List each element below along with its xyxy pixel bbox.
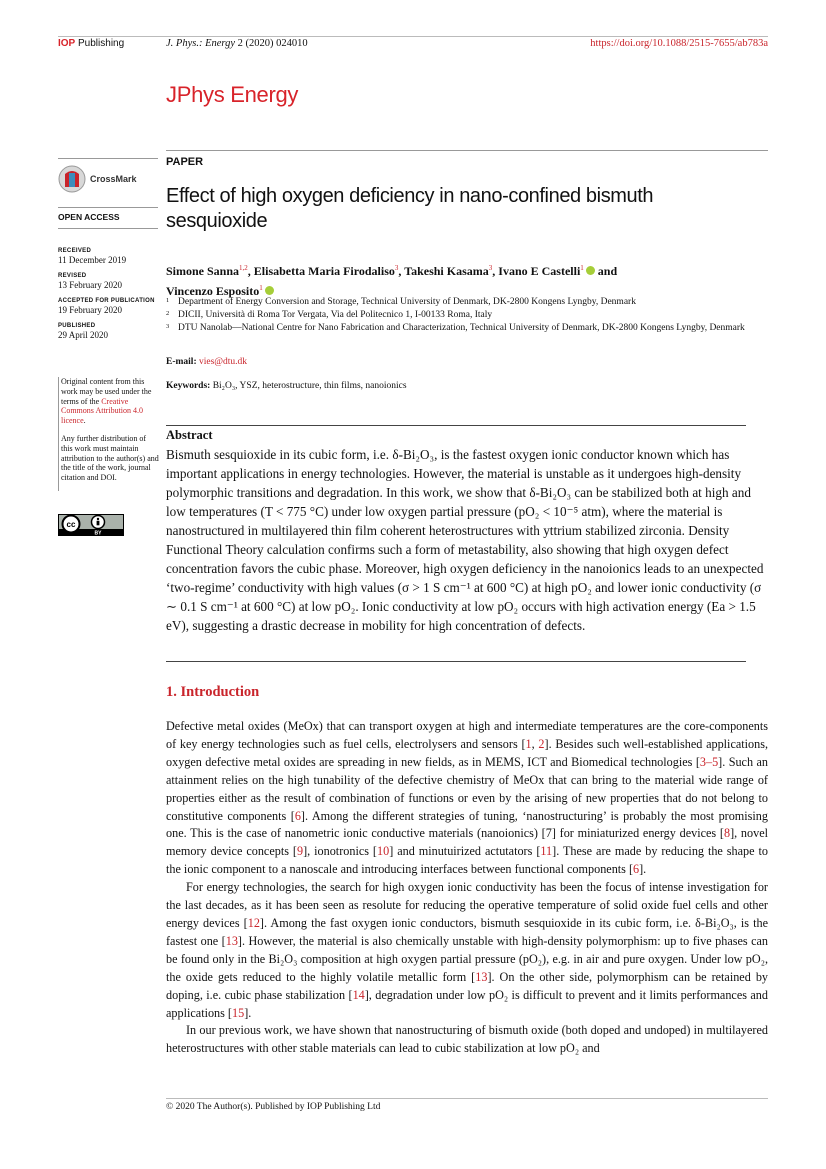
sidebar-divider	[58, 207, 158, 208]
text-run: Defective metal oxides (MeOx) that can transport oxygen at high and intermediate temperatures are the core-components of key energy technologies such as fuel cells, electrolysers and sensors [	[166, 719, 768, 751]
text-run: ]. Among the different strategies of tuning, ‘nanostructuring’ is probably the most promising one. This is the case of nanometric ionic conductive materials (nanoionics) [7] for miniaturized energy devices [	[166, 808, 768, 841]
footer-divider	[166, 1098, 768, 1099]
crossmark-icon	[58, 165, 86, 193]
affiliation: 2 DICII, Università di Roma Tor Vergata, Via del Politecnico 1, I-00133 Roma, Italy	[166, 310, 493, 320]
license-box	[58, 377, 159, 491]
crossmark-badge[interactable]: CrossMark	[58, 163, 137, 195]
text-run: In our previous work, we have shown that nanostructuring of bismuth oxide (both doped and undoped) in multilayered heterostructures with other stable materials can lead to cubic stabilization at low pO₂ and	[166, 1023, 768, 1056]
author-affiliation-mark: 1	[259, 284, 263, 292]
contact-email: E-mail: vies@dtu.dk	[166, 357, 248, 367]
section-heading: 1. Introduction	[166, 684, 260, 700]
citation-link[interactable]: 8	[723, 826, 731, 841]
article-type: PAPER	[166, 156, 204, 168]
date-label-revised: REVISED	[58, 273, 87, 279]
author-affiliation-mark: 3	[488, 264, 493, 272]
text-run: ]. Such an attainment relies on the high tunability of the defective chemistry of MeOx that can bring to the material wide range of properties either as the result of combination of functions or even by the arising of new properties that do not belong to constitutive components [	[166, 754, 768, 823]
text-run: ].	[244, 1005, 252, 1020]
date-label-received: RECEIVED	[58, 248, 92, 254]
text-run: ], novel memory device concepts [	[166, 826, 768, 859]
text-run: ]. Among the fast oxygen ionic conductors, bismuth sesquioxide in its cubic form, i.e. δ-Bi₂O₃, is the fastest one [	[166, 915, 768, 948]
date-value-published: 29 April 2020	[58, 330, 109, 340]
citation-link[interactable]: 10	[377, 844, 390, 859]
text-run: ], degradation under low pO₂ is difficult to prevent and it limits performances and applications [	[166, 987, 768, 1020]
text-run: ]. These are made by reducing the shape to the ionic component to a nanoscale and introducing interfaces between functional components [	[166, 844, 768, 877]
abstract-heading: Abstract	[166, 428, 213, 442]
svg-text:cc: cc	[66, 520, 76, 529]
cc-by-icon[interactable]	[58, 514, 124, 536]
text-run: ]. Besides such well-established applications, oxygen defective metal oxides are spreading in new fields, as in MEMS, ICT and Biomedical technologies [	[166, 736, 769, 769]
sidebar-divider	[58, 228, 158, 229]
citation-link[interactable]: 9	[296, 844, 304, 859]
date-label-published: PUBLISHED	[58, 323, 96, 329]
abstract-divider	[166, 425, 746, 426]
text-run: ]. However, the material is also chemically unstable with high-density polymorphism: up to five phases can be found only in the Bi₂O₃ composition at high oxygen partial pressure (pO₂), e.g. in air and pure oxygen. Under low pO₂, the oxide gets reduced to the highly volatile metallic form [	[166, 933, 768, 984]
affiliation: 1 Department of Energy Conversion and Storage, Technical University of Denmark, DK-2800 Kongens Lyngby, Denmark	[166, 297, 636, 307]
license-statement: Original content from this work may be used under the terms of the Creative Commons Attribution 4.0 licence.	[61, 377, 152, 426]
doi-link[interactable]: https://doi.org/10.1088/2515-7655/ab783a	[590, 38, 768, 49]
affiliation-list	[166, 296, 756, 335]
email-link[interactable]: vies@dtu.dk	[198, 357, 248, 367]
journal-brand: JPhys Energy	[166, 82, 299, 107]
author-affiliation-mark: 3	[394, 264, 399, 272]
author-name: Ivano E Castelli	[498, 264, 581, 278]
text-run: ], ionotronics [	[303, 844, 377, 859]
citation-link[interactable]: 6	[294, 808, 301, 823]
publication-dates	[58, 248, 158, 340]
citation-link[interactable]: 13	[225, 933, 238, 948]
license-note: Any further distribution of this work must maintain attribution to the author(s) and the title of the work, journal citation and DOI.	[61, 433, 159, 483]
citation-link[interactable]: 15	[232, 1005, 245, 1020]
license-link[interactable]: Creative Commons Attribution 4.0 licence	[61, 396, 144, 426]
citation-link[interactable]: 6	[633, 862, 640, 877]
sidebar-divider	[58, 158, 158, 159]
keywords: Keywords: Bi₂O₃, YSZ, heterostructure, thin films, nanoionics	[166, 381, 407, 391]
orcid-icon[interactable]	[265, 286, 274, 295]
body-text	[166, 718, 768, 1058]
running-header	[58, 36, 768, 55]
author-name: Vincenzo Esposito	[166, 284, 260, 298]
citation-link[interactable]: 1	[525, 736, 532, 751]
abstract-text: Bismuth sesquioxide in its cubic form, i.e. δ-Bi₂O₃, is the fastest oxygen ionic conductor known which has important applications in energy technologies. However, the material is unstable as it undergoes high-density polymorphic transitions and degradation. In this work, we show that δ-Bi₂O₃ can be stabilized both at high and low temperatures (T < 775 °C) under low oxygen partial pressure (pO₂ < 10⁻⁵ atm), where the material is nanostructured in multilayered thin film coherent heterostructures with yttrium stabilized zirconia. Density Functional Theory calculation confirms such a form of metastability, also showing that high oxygen defect concentration favors the cubic phase. Moreover, high oxygen deficiency in the nanoionics leads to an unexpected ‘two-regime’ conductivity with high values (σ > 1 S cm⁻¹ at 600 °C) at high pO₂ and lower ionic conductivity (σ ∼ 0.1 S cm⁻¹ at 600 °C) at low pO₂. Ionic conductivity at low pO₂ occurs with high activation energy (Ea > 1.5 eV), suggesting a drastic decrease in mobility for high concentration of defects.	[166, 447, 764, 633]
orcid-icon[interactable]	[586, 266, 595, 275]
publisher-logo: IOP Publishing	[58, 38, 125, 49]
open-access-label: OPEN ACCESS	[58, 212, 120, 222]
paragraph	[166, 879, 768, 1022]
date-label-accepted: ACCEPTED FOR PUBLICATION	[58, 298, 155, 304]
date-value-revised: 13 February 2020	[58, 280, 122, 290]
journal-citation: J. Phys.: Energy 2 (2020) 024010	[166, 38, 308, 49]
paragraph	[166, 1022, 768, 1058]
abstract-divider	[166, 661, 746, 662]
text-run: ,	[531, 736, 539, 751]
author-name: Simone Sanna	[166, 264, 240, 278]
citation-link[interactable]: 12	[247, 915, 260, 930]
citation-link[interactable]: 11	[540, 844, 553, 859]
affiliation: 3 DTU Nanolab—National Centre for Nano Fabrication and Characterization, Technical University of Denmark, DK-2800 Kongens Lyngby, Denmark	[166, 323, 745, 333]
author-affiliation-mark: 1	[580, 264, 584, 272]
date-value-accepted: 19 February 2020	[58, 305, 122, 315]
citation-link[interactable]: 3–5	[699, 754, 719, 769]
author-list: Simone Sanna$^{1,2}$, Elisabetta Maria Firodaliso$^3$, Takeshi Kasama$^3$, Ivano E Castelli$^1$ and Vincenzo Esposito$^1$	[166, 264, 618, 298]
paper-divider	[166, 150, 768, 151]
paragraph	[166, 718, 768, 879]
text-run: ].	[639, 862, 647, 877]
copyright-footer: © 2020 The Author(s). Published by IOP Publishing Ltd	[166, 1102, 381, 1112]
citation-link[interactable]: 2	[538, 736, 545, 751]
svg-text:BY: BY	[94, 530, 102, 536]
text-run: ] and minutuirized actutators [	[389, 844, 541, 859]
date-value-received: 11 December 2019	[58, 255, 127, 265]
text-run: For energy technologies, the search for high oxygen ionic conductivity has been the focus of intense investigation for the last decades, as it has been seen as resolute for reducing the operative temperature of solid oxide fuel cells and other energy devices [	[166, 880, 768, 930]
author-name: Elisabetta Maria Firodaliso	[253, 264, 395, 278]
author-name: Takeshi Kasama	[404, 264, 489, 278]
article-title: Effect of high oxygen deficiency in nano-confined bismuth sesquioxide	[166, 185, 654, 232]
citation-link[interactable]: 14	[352, 987, 365, 1002]
author-affiliation-mark: 1,2	[239, 264, 248, 272]
citation-link[interactable]: 13	[475, 969, 488, 984]
text-run: ]. On the other side, polymorphism can be retained by doping, i.e. cubic phase stabilization [	[166, 969, 769, 1002]
